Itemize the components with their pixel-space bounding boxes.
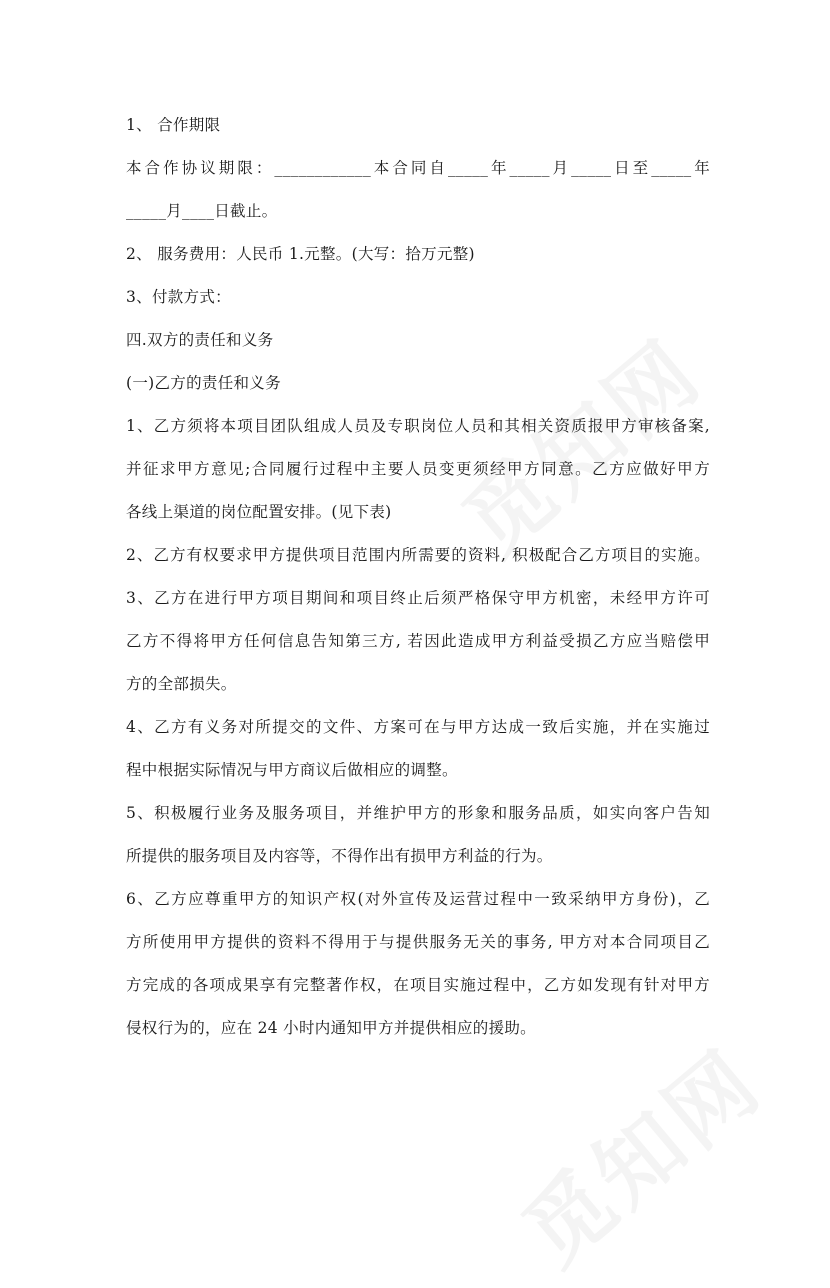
paragraph-line: 1、乙方须将本项目团队组成人员及专职岗位人员和其相关资质报甲方审核备案, <box>126 417 710 435</box>
paragraph-line: _____月____日截止。 <box>126 202 278 220</box>
section-heading-fee: 2、 服务费用：人民币 1.元整。(大写：拾万元整) <box>126 245 475 263</box>
paragraph-line: 乙方不得将甲方任何信息告知第三方, 若因此造成甲方利益受损乙方应当赔偿甲 <box>126 632 710 650</box>
paragraph-line: 程中根据实际情况与甲方商议后做相应的调整。 <box>126 761 458 779</box>
paragraph-line: 方完成的各项成果享有完整著作权，在项目实施过程中，乙方如发现有针对甲方 <box>126 976 710 994</box>
document-body <box>126 111 710 1057</box>
subsection-heading-party-b: (一)乙方的责任和义务 <box>126 374 281 392</box>
section-heading-term: 1、 合作期限 <box>126 116 221 134</box>
paragraph-line: 2、乙方有权要求甲方提供项目范围内所需要的资料, 积极配合乙方项目的实施。 <box>126 546 710 564</box>
paragraph-line: 6、乙方应尊重甲方的知识产权(对外宣传及运营过程中一致采纳甲方身份)，乙 <box>126 890 710 908</box>
paragraph-line: 3、乙方在进行甲方项目期间和项目终止后须严格保守甲方机密，未经甲方许可 <box>126 589 710 607</box>
paragraph-line: 各线上渠道的岗位配置安排。(见下表) <box>126 503 392 521</box>
paragraph-line: 方的全部损失。 <box>126 675 237 693</box>
paragraph-line: 侵权行为的，应在 24 小时内通知甲方并提供相应的援助。 <box>126 1019 536 1037</box>
paragraph-line: 并征求甲方意见;合同履行过程中主要人员变更须经甲方同意。乙方应做好甲方 <box>126 460 710 478</box>
paragraph-line: 方所使用甲方提供的资料不得用于与提供服务无关的事务, 甲方对本合同项目乙 <box>126 933 710 951</box>
paragraph-line: 4、乙方有义务对所提交的文件、方案可在与甲方达成一致后实施，并在实施过 <box>126 718 710 736</box>
paragraph-line: 5、积极履行业务及服务项目，并维护甲方的形象和服务品质，如实向客户告知 <box>126 804 710 822</box>
paragraph-line: 本合作协议期限：____________本合同自_____年_____月_____日至_____年 <box>126 159 710 177</box>
section-heading-duties: 四.双方的责任和义务 <box>126 331 274 349</box>
paragraph-line: 所提供的服务项目及内容等，不得作出有损甲方利益的行为。 <box>126 847 553 865</box>
section-heading-payment: 3、付款方式： <box>126 288 231 306</box>
